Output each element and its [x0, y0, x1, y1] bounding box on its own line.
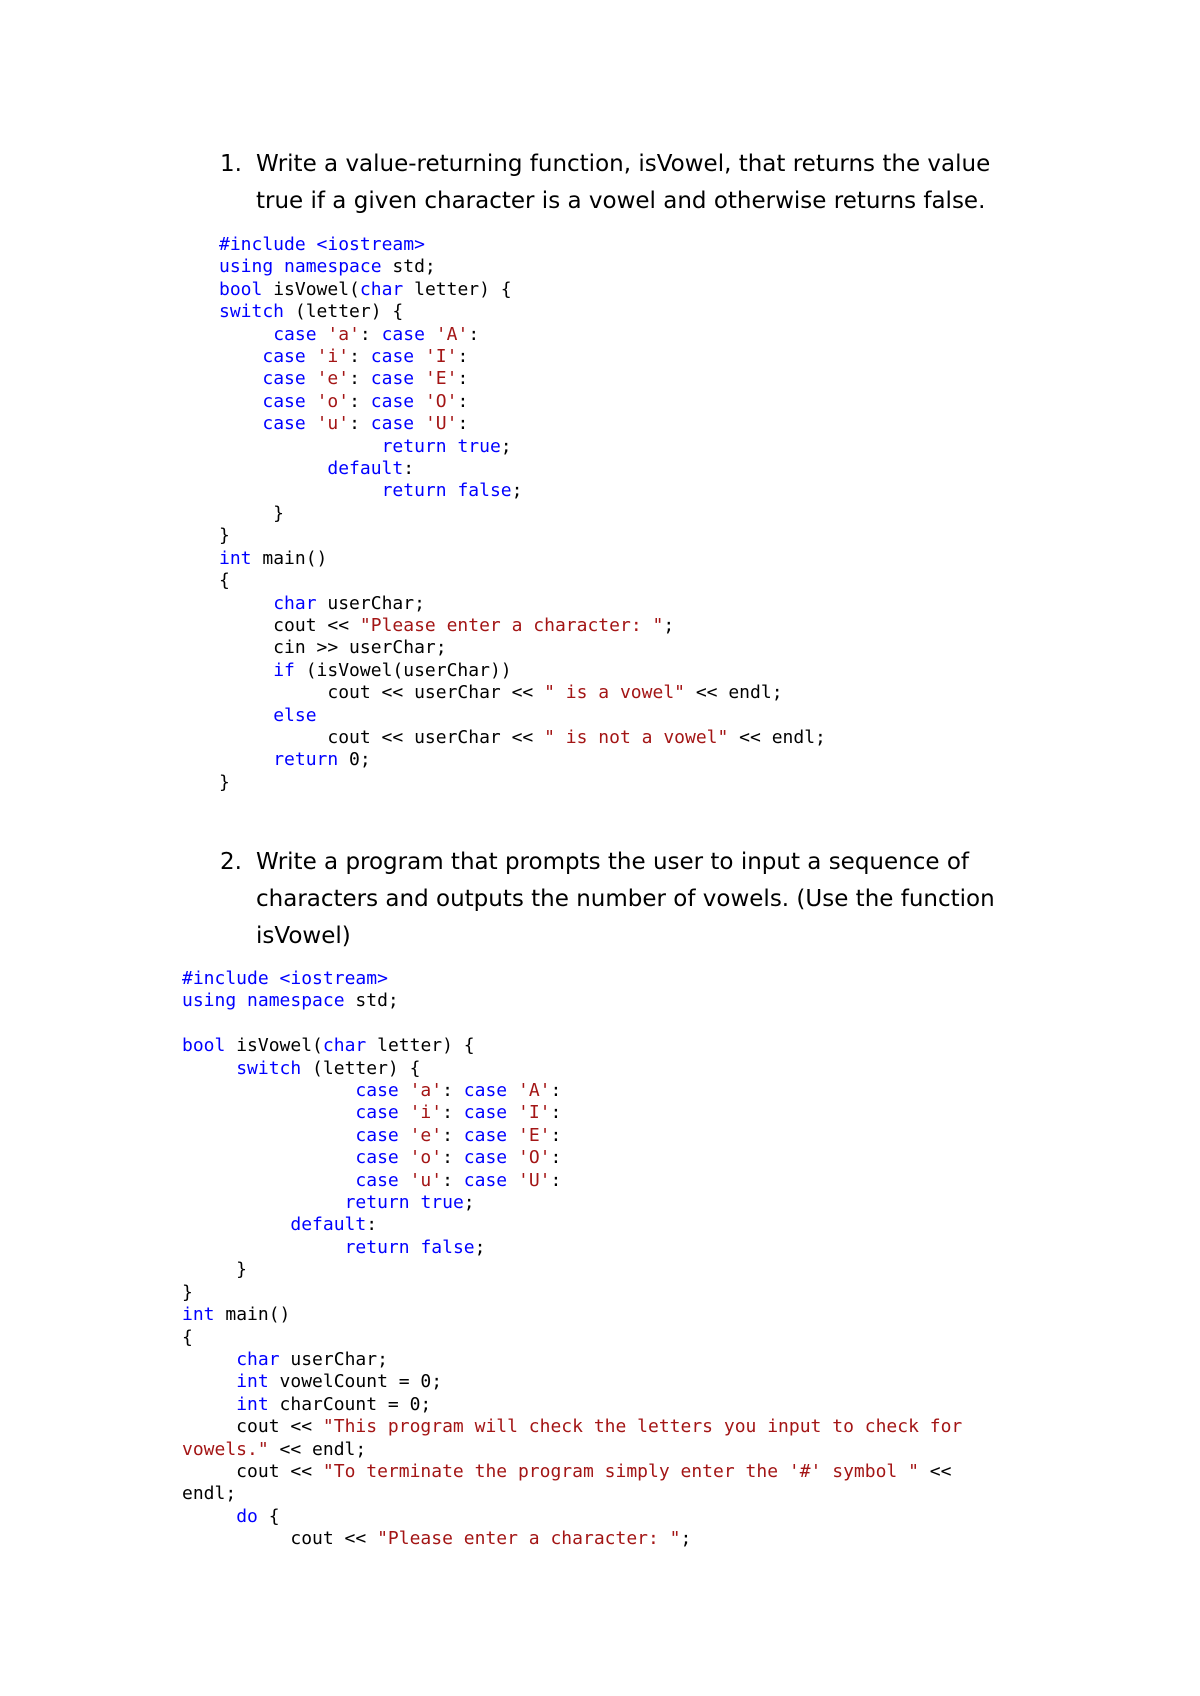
code-line	[219, 705, 317, 726]
code-string: "Please enter a character: "	[377, 1528, 681, 1550]
code-line	[182, 1237, 485, 1258]
code-keyword: <iostream>	[316, 234, 425, 255]
code-text	[447, 480, 458, 501]
code-keyword: else	[273, 704, 317, 726]
code-text: }	[219, 525, 230, 547]
code-keyword: int	[219, 547, 252, 569]
code-line	[219, 391, 468, 412]
code-text	[182, 1170, 355, 1191]
code-text: :	[550, 1147, 562, 1169]
code-text	[399, 1102, 410, 1123]
code-line	[182, 1147, 561, 1168]
code-string: 'a'	[409, 1080, 443, 1102]
code-text: cout <<	[182, 1528, 378, 1550]
code-text: :	[550, 1080, 562, 1102]
code-keyword: case	[370, 368, 415, 390]
code-text: std;	[344, 990, 399, 1012]
code-text: {	[257, 1505, 280, 1527]
code-text	[182, 1237, 345, 1258]
code-text: :	[550, 1102, 562, 1124]
code-line	[219, 324, 479, 345]
code-line	[219, 234, 425, 255]
code-text	[219, 346, 262, 367]
code-line	[182, 1483, 236, 1504]
code-string: " is a vowel"	[544, 682, 685, 704]
code-text: {	[182, 1326, 193, 1348]
code-text: }	[182, 1281, 193, 1303]
code-string: 'u'	[409, 1169, 443, 1191]
code-keyword: case	[355, 1080, 399, 1102]
code-text	[399, 1125, 410, 1146]
code-text: :	[442, 1147, 464, 1169]
code-text: :	[403, 458, 415, 480]
code-string: " is not a vowel"	[544, 726, 729, 748]
code-text	[219, 705, 273, 726]
code-keyword: #include	[182, 968, 269, 989]
code-line	[219, 346, 468, 367]
code-string: 'a'	[327, 323, 360, 345]
code-text	[182, 1371, 236, 1392]
code-text	[507, 1170, 518, 1191]
code-text	[182, 1506, 236, 1527]
code-text	[182, 1102, 355, 1123]
code-text: cout <<	[219, 614, 360, 636]
code-keyword: char	[273, 592, 317, 614]
code-text	[182, 1192, 345, 1213]
code-text: }	[219, 771, 230, 793]
code-text: <<	[918, 1460, 952, 1482]
question-2	[220, 844, 1020, 955]
question-number: 2.	[220, 849, 242, 875]
code-text: letter) {	[366, 1035, 475, 1057]
code-keyword: char	[322, 1035, 367, 1057]
code-line	[182, 1439, 366, 1460]
code-text	[399, 1080, 410, 1101]
code-line	[219, 256, 436, 277]
code-line	[219, 637, 447, 658]
code-keyword: case	[463, 1147, 508, 1169]
code-text	[507, 1125, 518, 1146]
code-keyword: case	[355, 1102, 399, 1124]
code-text: }	[219, 502, 285, 524]
code-text	[414, 346, 425, 367]
code-text	[414, 368, 425, 389]
code-text	[306, 368, 317, 389]
code-text: ;	[511, 480, 523, 502]
code-text: :	[442, 1102, 464, 1124]
code-text: << endl;	[728, 726, 826, 748]
code-text	[219, 593, 273, 614]
code-keyword: using	[182, 990, 237, 1012]
code-line	[182, 1528, 691, 1549]
code-text	[219, 480, 382, 501]
code-line	[219, 660, 512, 681]
code-line	[182, 1327, 193, 1348]
code-text: :	[550, 1169, 562, 1191]
code-line	[182, 1394, 431, 1415]
code-text: userChar;	[316, 592, 425, 614]
code-line	[182, 968, 388, 989]
code-text	[306, 391, 317, 412]
code-text	[410, 1237, 421, 1258]
code-text	[219, 436, 382, 457]
code-text: main()	[251, 547, 328, 569]
code-keyword: default	[327, 458, 404, 480]
code-text: << endl;	[685, 682, 783, 704]
code-text	[507, 1147, 518, 1168]
code-line	[219, 480, 522, 501]
code-text: :	[349, 346, 371, 368]
code-text: :	[442, 1124, 464, 1146]
code-line	[182, 1102, 561, 1123]
question-number: 1.	[220, 151, 242, 177]
code-text	[219, 368, 262, 389]
code-text	[182, 1394, 236, 1415]
code-text: main()	[214, 1304, 291, 1326]
code-keyword: return	[344, 1236, 410, 1258]
code-keyword: case	[262, 346, 306, 368]
code-keyword: case	[463, 1102, 508, 1124]
code-line	[219, 503, 284, 524]
code-keyword: <iostream>	[279, 968, 388, 989]
code-text: :	[366, 1214, 378, 1236]
code-line	[219, 436, 512, 457]
code-text: ;	[463, 1192, 475, 1214]
code-string: "Please enter a character: "	[359, 614, 664, 636]
code-string: vowels."	[182, 1438, 269, 1460]
code-text	[219, 458, 327, 479]
code-text: isVowel(	[225, 1035, 323, 1057]
code-text: 0;	[338, 749, 371, 771]
code-text: :	[468, 323, 480, 345]
code-text	[269, 968, 280, 989]
code-line	[182, 1192, 475, 1213]
code-keyword: case	[273, 323, 317, 345]
code-keyword: case	[355, 1169, 399, 1191]
code-text: :	[349, 413, 371, 435]
code-text: << endl;	[268, 1438, 367, 1460]
code-text: endl;	[182, 1483, 237, 1505]
code-keyword: switch	[236, 1057, 302, 1079]
code-text: :	[457, 346, 469, 368]
code-text: letter) {	[403, 278, 512, 300]
code-block-2	[182, 968, 962, 1551]
code-string: 'E'	[424, 368, 458, 390]
code-text: ;	[500, 435, 512, 457]
code-text: }	[182, 1259, 248, 1281]
code-keyword: false	[457, 480, 512, 502]
code-text	[219, 413, 262, 434]
code-text: (letter) {	[301, 1057, 421, 1079]
code-string: 'i'	[409, 1102, 443, 1124]
code-line	[182, 1282, 193, 1303]
code-keyword: return	[381, 435, 447, 457]
code-keyword: bool	[219, 278, 263, 300]
code-line	[219, 682, 783, 703]
code-text: :	[349, 390, 371, 412]
code-keyword: return	[381, 480, 447, 502]
code-text	[447, 436, 458, 457]
code-line	[219, 548, 327, 569]
code-text: std;	[381, 256, 436, 278]
code-keyword: #include	[219, 234, 306, 255]
code-line	[182, 1461, 951, 1482]
code-text: :	[442, 1169, 464, 1191]
code-keyword: namespace	[284, 256, 382, 278]
code-string: 'i'	[316, 346, 350, 368]
code-line	[219, 525, 230, 546]
code-line	[219, 413, 468, 434]
code-line	[182, 1304, 290, 1325]
code-keyword: char	[359, 278, 404, 300]
code-keyword: switch	[219, 301, 285, 323]
code-string: 'E'	[518, 1124, 551, 1146]
code-keyword: bool	[182, 1035, 226, 1057]
code-text	[306, 234, 317, 255]
code-text: :	[550, 1124, 562, 1146]
code-string: 'u'	[316, 413, 350, 435]
code-keyword: case	[262, 368, 306, 390]
code-text: cout <<	[182, 1416, 323, 1438]
code-line	[182, 1170, 561, 1191]
code-text: vowelCount = 0;	[268, 1371, 443, 1393]
question-text: Write a value-returning function, isVowel, that returns the value true if a given character is a vowel and otherwise returns false.	[256, 151, 991, 214]
code-keyword: case	[355, 1124, 399, 1146]
code-text: :	[349, 368, 371, 390]
code-text	[317, 324, 328, 345]
code-text	[306, 413, 317, 434]
code-keyword: return	[344, 1192, 410, 1214]
code-text: isVowel(	[262, 278, 360, 300]
code-keyword: case	[463, 1169, 508, 1191]
code-text: (isVowel(userChar))	[294, 659, 512, 681]
code-line	[182, 990, 399, 1011]
code-line	[182, 1416, 962, 1437]
code-text: cin >> userChar;	[219, 637, 447, 659]
code-text	[306, 346, 317, 367]
code-line	[219, 279, 512, 300]
code-line	[219, 749, 371, 770]
code-line	[219, 570, 230, 591]
code-keyword: case	[463, 1124, 508, 1146]
code-text	[399, 1170, 410, 1191]
code-line	[182, 1371, 442, 1392]
code-text: (letter) {	[284, 301, 404, 323]
code-block-1	[219, 234, 826, 794]
code-text	[219, 749, 273, 770]
code-keyword: case	[355, 1147, 399, 1169]
code-text	[399, 1147, 410, 1168]
code-keyword: true	[420, 1192, 464, 1214]
code-keyword: default	[290, 1214, 367, 1236]
code-text	[182, 1125, 355, 1146]
code-keyword: case	[262, 390, 306, 412]
code-text: userChar;	[279, 1348, 388, 1370]
code-line	[219, 772, 230, 793]
code-line	[182, 1259, 247, 1280]
code-text: cout <<	[182, 1460, 323, 1482]
code-string: 'I'	[424, 346, 458, 368]
code-text	[414, 391, 425, 412]
code-string: 'O'	[518, 1147, 551, 1169]
code-keyword: case	[262, 413, 306, 435]
code-text: cout << userChar <<	[219, 682, 545, 704]
code-string: 'I'	[518, 1102, 551, 1124]
code-keyword: return	[273, 749, 339, 771]
code-keyword: if	[273, 659, 295, 681]
code-keyword: namespace	[247, 990, 345, 1012]
code-line	[219, 458, 414, 479]
code-text	[410, 1192, 421, 1213]
code-keyword: case	[370, 413, 415, 435]
code-text: :	[457, 368, 469, 390]
code-text	[182, 1214, 290, 1235]
code-text: {	[219, 570, 230, 592]
code-keyword: case	[370, 390, 415, 412]
code-line	[182, 1058, 420, 1079]
code-text	[273, 256, 284, 277]
code-text	[219, 324, 273, 345]
code-line	[182, 1506, 280, 1527]
code-text: ;	[680, 1528, 692, 1550]
code-text: :	[442, 1080, 464, 1102]
code-keyword: case	[463, 1080, 508, 1102]
code-text	[507, 1080, 518, 1101]
code-line	[219, 593, 425, 614]
code-keyword: case	[370, 346, 415, 368]
code-text: cout << userChar <<	[219, 726, 545, 748]
code-text: charCount = 0;	[268, 1393, 432, 1415]
code-text	[414, 413, 425, 434]
code-text: :	[457, 413, 469, 435]
code-line	[219, 615, 674, 636]
code-line	[219, 301, 403, 322]
code-text	[219, 660, 273, 681]
code-text	[425, 324, 436, 345]
code-text	[219, 391, 262, 412]
code-keyword: int	[182, 1304, 215, 1326]
code-keyword: using	[219, 256, 274, 278]
code-string: 'o'	[316, 390, 350, 412]
code-string: "This program will check the letters you input to check for	[322, 1416, 963, 1438]
code-line	[182, 1125, 561, 1146]
code-text: ;	[474, 1236, 486, 1258]
code-text	[182, 1058, 236, 1079]
code-string: "To terminate the program simply enter the '#' symbol "	[322, 1460, 919, 1482]
code-keyword: char	[236, 1348, 280, 1370]
code-text	[182, 1080, 355, 1101]
code-line	[182, 1349, 388, 1370]
question-text: Write a program that prompts the user to input a sequence of characters and outputs the number of vowels. (Use the function isVowel)	[256, 849, 995, 949]
code-keyword: false	[420, 1236, 475, 1258]
code-line	[182, 1080, 561, 1101]
code-string: 'U'	[518, 1169, 551, 1191]
code-string: 'o'	[409, 1147, 443, 1169]
code-string: 'U'	[424, 413, 458, 435]
code-text: :	[457, 390, 469, 412]
question-1	[220, 146, 1020, 220]
code-text	[182, 1147, 355, 1168]
code-line	[182, 1035, 475, 1056]
code-string: 'e'	[316, 368, 350, 390]
code-line	[219, 368, 468, 389]
code-text	[507, 1102, 518, 1123]
code-keyword: do	[236, 1505, 258, 1527]
code-text: :	[359, 323, 382, 345]
code-keyword: case	[381, 323, 425, 345]
code-string: 'A'	[435, 323, 469, 345]
code-keyword: int	[236, 1371, 269, 1393]
code-string: 'O'	[424, 390, 458, 412]
code-line	[182, 1214, 377, 1235]
code-keyword: int	[236, 1393, 269, 1415]
code-string: 'A'	[518, 1080, 551, 1102]
code-string: 'e'	[409, 1124, 443, 1146]
code-text: ;	[663, 614, 675, 636]
code-line	[219, 727, 826, 748]
code-text	[236, 990, 247, 1011]
code-text	[182, 1349, 236, 1370]
code-keyword: true	[457, 435, 501, 457]
